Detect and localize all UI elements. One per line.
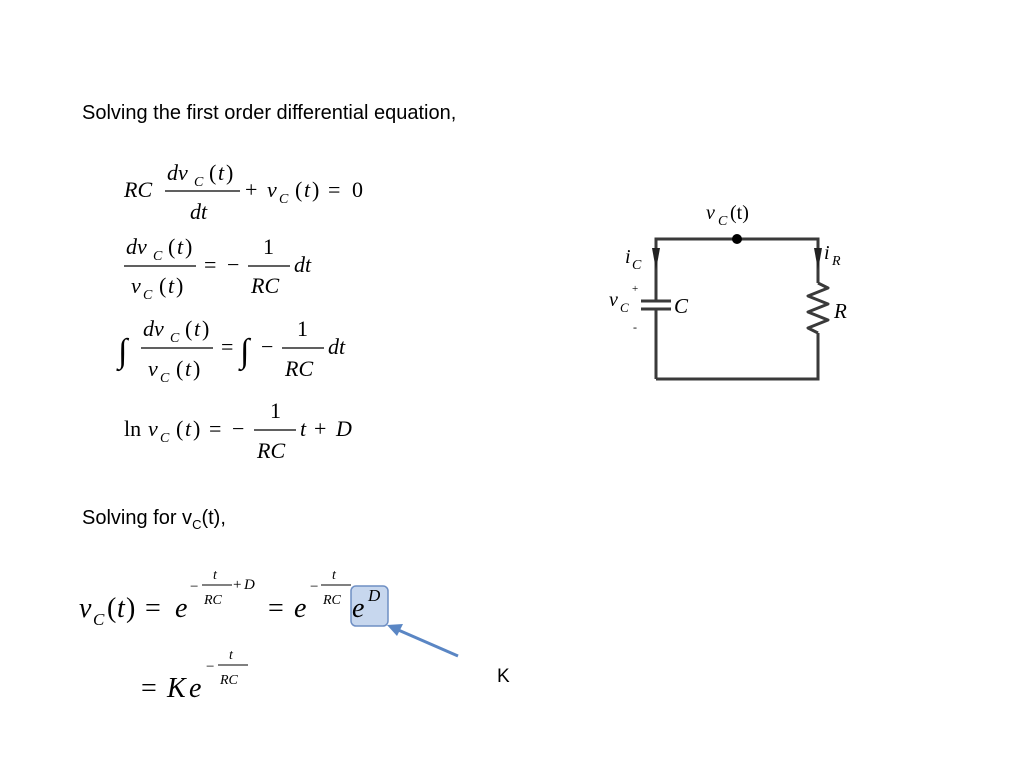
- eq4-v-sub: C: [160, 431, 170, 446]
- eq2-equals: =: [204, 252, 217, 277]
- ic-label: i: [625, 246, 631, 268]
- node-label-arg: (t): [730, 202, 749, 224]
- eq5-equals2: =: [268, 593, 284, 624]
- eq4-t2: t: [300, 416, 307, 441]
- eq5-v-sub: C: [93, 610, 105, 629]
- eq2-t2: t: [168, 273, 175, 298]
- eq4-plus: +: [314, 416, 327, 441]
- eq3-integral-left: ∫: [118, 333, 128, 370]
- circuit-top-wire: [656, 239, 818, 280]
- eq5-exp1-d: D: [244, 577, 255, 593]
- eq6-exp-rc: RC: [220, 673, 238, 688]
- eq3-dt: dt: [328, 334, 346, 359]
- eq5-exp2-rc: RC: [323, 593, 341, 608]
- eq5-exp1-t: t: [213, 568, 217, 583]
- eq5-e1: e: [175, 593, 188, 624]
- vc-plus: +: [632, 283, 639, 295]
- eq1-rparen2: ): [312, 177, 320, 202]
- intro-text: Solving the first order differential equation,: [82, 102, 457, 124]
- eq5-exp2-minus: −: [310, 579, 319, 595]
- eq3-one: 1: [297, 316, 308, 341]
- equation-2: [124, 234, 312, 303]
- eq6-e: e: [189, 673, 202, 704]
- eq1-lparen2: (: [295, 177, 303, 202]
- eq5-exp2-t: t: [332, 568, 336, 583]
- eq3-rc: RC: [285, 356, 314, 381]
- eq3-rparen2: ): [193, 356, 201, 381]
- eq2-minus: −: [227, 252, 240, 277]
- eq1-v-sub: C: [279, 192, 289, 207]
- vc-label: v: [609, 289, 618, 311]
- eq4-v: v: [148, 416, 158, 441]
- eq3-integral-right: ∫: [240, 333, 250, 370]
- eq3-dv-sub: C: [170, 331, 180, 346]
- solving-for-prefix: Solving for v: [82, 507, 193, 529]
- vc-minus: -: [633, 320, 637, 334]
- eq2-rparen: ): [185, 234, 193, 259]
- eq4-minus: −: [232, 416, 245, 441]
- annotation-arrow: [387, 624, 458, 656]
- equation-5: [79, 568, 388, 629]
- eq3-t: t: [194, 316, 201, 341]
- resistor-zigzag: [808, 283, 828, 333]
- eq4-t: t: [185, 416, 192, 441]
- capacitor-label: C: [674, 294, 689, 318]
- equation-1: [123, 160, 363, 224]
- eq1-equals: =: [328, 177, 341, 202]
- node-label-sub: C: [718, 214, 728, 229]
- ir-label: i: [824, 242, 830, 264]
- eq1-t: t: [218, 160, 225, 185]
- eq4-one: 1: [270, 398, 281, 423]
- eq3-equals: =: [221, 334, 234, 359]
- eq3-v: v: [148, 356, 158, 381]
- eq5-t: t: [117, 593, 125, 624]
- eq5-v: v: [79, 593, 92, 624]
- eq2-dv-sub: C: [153, 249, 163, 264]
- eq5-exp1-rc: RC: [204, 593, 222, 608]
- eq4-equals: =: [209, 416, 222, 441]
- eq5-lparen: (: [107, 593, 117, 624]
- ir-arrow: [814, 248, 822, 270]
- eq5-e3-exp-d: D: [368, 586, 381, 605]
- arrow-shaft: [396, 629, 458, 656]
- eq1-plus: +: [245, 177, 258, 202]
- eq1-v: v: [267, 177, 277, 202]
- resistor-label: R: [834, 299, 847, 323]
- eq2-one: 1: [263, 234, 274, 259]
- equation-6: [141, 648, 248, 704]
- ic-arrow: [652, 248, 660, 270]
- node-label-v: v: [706, 202, 715, 224]
- eq5-rparen: ): [126, 593, 136, 624]
- eq2-dt: dt: [294, 252, 312, 277]
- eq6-exp-t: t: [229, 648, 233, 663]
- ic-label-sub: C: [632, 258, 642, 273]
- eq4-rparen: ): [193, 416, 201, 441]
- eq1-t2: t: [304, 177, 311, 202]
- eq5-e2: e: [294, 593, 307, 624]
- eq1-dv: dv: [167, 160, 188, 185]
- eq6-exp-minus: −: [206, 659, 215, 675]
- eq2-lparen: (: [168, 234, 176, 259]
- eq3-t2: t: [185, 356, 192, 381]
- solving-for-subscript: C: [192, 517, 202, 532]
- ir-label-sub: R: [832, 254, 841, 269]
- eq1-lparen: (: [209, 160, 217, 185]
- eq6-equals: =: [141, 673, 157, 704]
- eq1-zero: 0: [352, 177, 363, 202]
- circuit-bottom-wire: [656, 333, 818, 379]
- eq1-rparen: ): [226, 160, 234, 185]
- eq3-dv: dv: [143, 316, 164, 341]
- vc-label-sub: C: [620, 300, 629, 315]
- eq4-rc: RC: [257, 438, 286, 463]
- eq3-v-sub: C: [160, 371, 170, 386]
- eq3-lparen: (: [185, 316, 193, 341]
- eq3-rparen: ): [202, 316, 210, 341]
- equation-4: [124, 398, 352, 463]
- eq2-v-sub: C: [143, 288, 153, 303]
- eq4-lparen: (: [176, 416, 184, 441]
- eq4-ln: ln: [124, 416, 142, 441]
- eq1-dt: dt: [190, 199, 208, 224]
- eq5-exp1-plus: +: [233, 577, 242, 593]
- solving-for-suffix: (t),: [201, 507, 226, 529]
- eq5-e3: e: [352, 593, 365, 624]
- eq2-t: t: [177, 234, 184, 259]
- eq5-equals1: =: [145, 593, 161, 624]
- eq2-rparen2: ): [176, 273, 184, 298]
- eq2-rc: RC: [251, 273, 280, 298]
- eq3-minus: −: [261, 334, 274, 359]
- equation-3: [116, 316, 346, 386]
- eq4-d: D: [336, 416, 352, 441]
- eq1-sub-c: C: [194, 175, 204, 190]
- top-node-dot: [732, 234, 742, 244]
- eq2-v: v: [131, 273, 141, 298]
- eq6-k: K: [167, 673, 186, 704]
- k-label: K: [497, 666, 510, 687]
- eq3-lparen2: (: [176, 356, 184, 381]
- eq2-dv: dv: [126, 234, 147, 259]
- rc-circuit-diagram: [609, 202, 847, 379]
- eq1-rc: RC: [124, 177, 153, 202]
- eq5-exp1-minus: −: [190, 579, 199, 595]
- eq2-lparen2: (: [159, 273, 167, 298]
